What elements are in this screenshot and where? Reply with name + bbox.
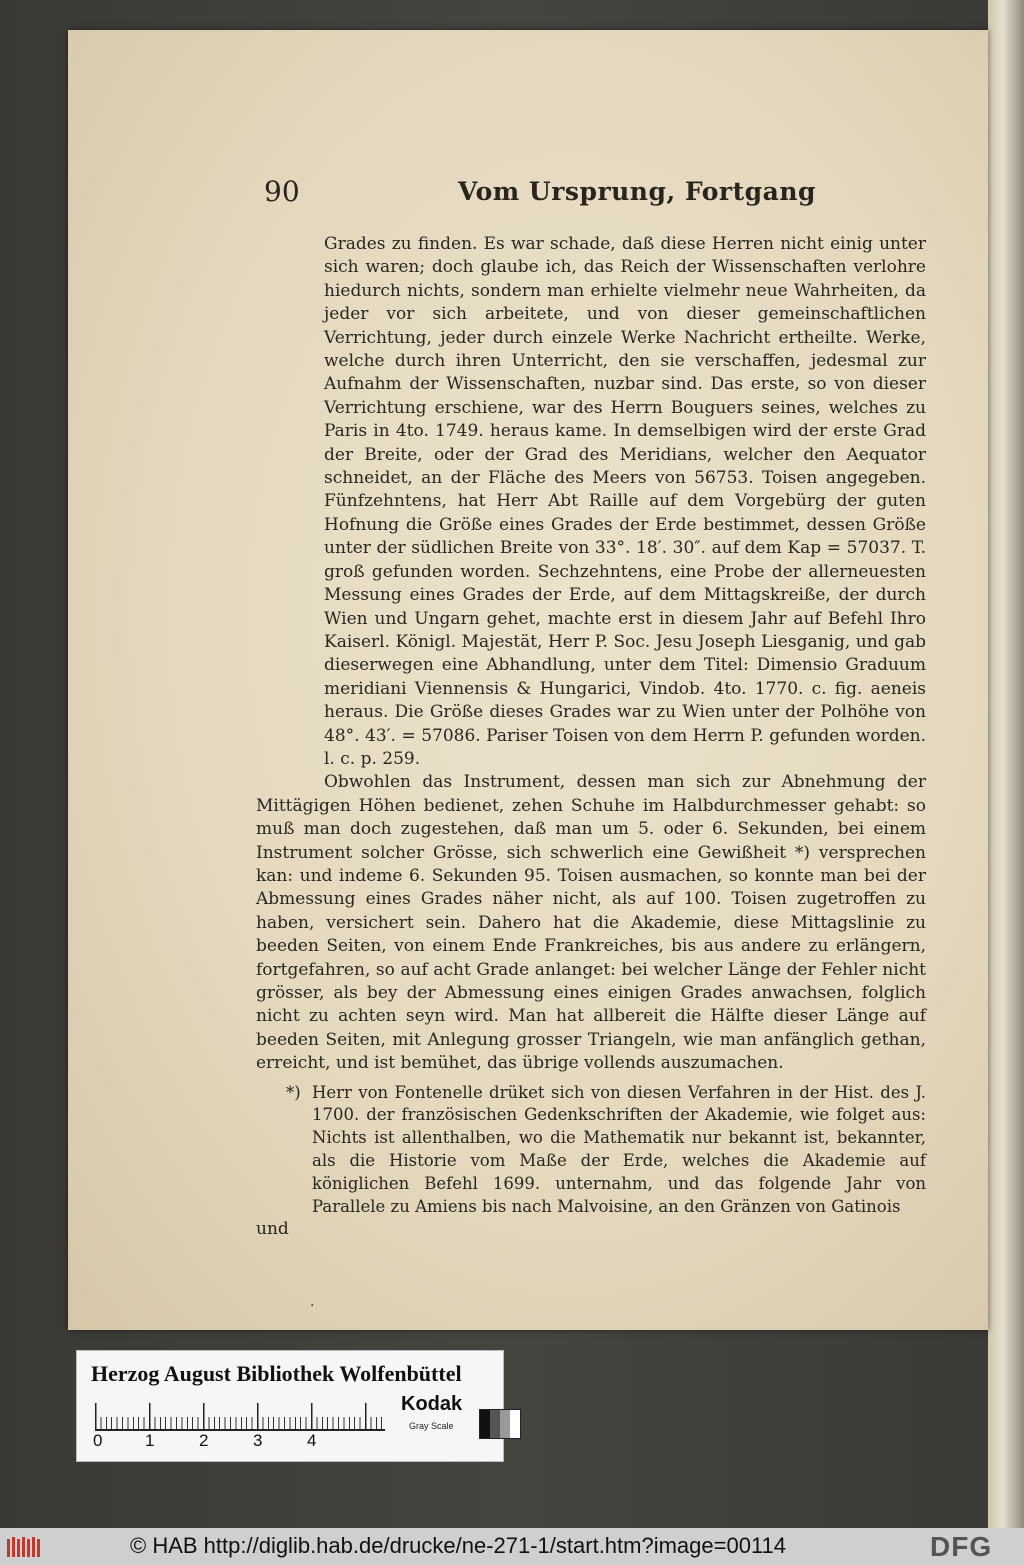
book-page <box>68 30 988 1330</box>
dfg-logo: DFG <box>930 1531 993 1562</box>
page-header <box>68 175 988 215</box>
ruler-number: 0 <box>93 1431 103 1450</box>
copyright-link[interactable]: © HAB http://diglib.hab.de/drucke/ne-271-1/start.htm?image=00114 <box>130 1533 787 1558</box>
ruler-number: 4 <box>307 1431 317 1450</box>
paragraph-1: Grades zu finden. Es war schade, daß diese Herren nicht einig unter sich waren; doch glaube ich, das Reich der Wissenschaften verlohre hiedurch nichts, sondern man erhielte vielmehr neue Wahrheiten, da jeder vor sich arbeitete, und von dieser gemeinschaftlichen Verrichtung, jeder durch einzele Werke Nachricht ertheilte. Werke, welche durch ihren Unterricht, den sie verschaffen, jedesmal zur Aufnahm der Wissenschaften, nuzbar sind. Das erste, so von dieser Verrichtung erschiene, war des Herrn Bouguers seines, welches zu Paris in 4to. 1749. heraus kame. In demselbigen wird der erste Grad der Breite, oder der Grad des Meridians, welcher den Aequator schneidet, an der Fläche des Meers von 56753. Toisen angegeben. Fünfzehntens, hat Herr Abt Raille auf dem Vorgebürg der guten Hofnung die Größe eines Grades der Erde bestimmet, dessen Größe unter der südlichen Breite von 33°. 18′. 30″. auf dem Kap = 57037. T. groß gefunden worden. Sechzehntens, eine Probe der allerneuesten Messung eines Grades der Erde, auf dem Mittagskreiße, der durch Wien und Ungarn gehet, machte erst in diesem Jahr auf Befehl Ihro Kaiserl. Königl. Majestät, Herr P. Soc. Jesu Joseph Liesganig, und gab dieserwegen eine Abhandlung, unter dem Titel: Dimensio Graduum meridiani Viennensis & Hungarici, Vindob. 4to. 1770. c. fig. aeneis heraus. Die Größe dieses Grades war zu Wien unter der Polhöhe von 48°. 43′. = 57086. Pariser Toisen von dem Herrn P. gefunden worden. l. c. p. 259. <box>324 234 926 769</box>
gray-scale-label: Gray Scale <box>409 1421 454 1431</box>
paper-speck: · <box>310 1298 315 1314</box>
footnote <box>256 1082 926 1219</box>
measurement-ruler <box>95 1403 385 1431</box>
kodak-logo: Kodak <box>401 1393 463 1415</box>
ruler-number: 1 <box>145 1431 155 1450</box>
footer-bar <box>0 1528 1024 1565</box>
paragraph-2: Obwohlen das Instrument, dessen man sich zur Abnehmung der Mittägigen Höhen bedienet, zehen Schuhe im Halbdurchmesser gehabt: so muß man doch zugestehen, daß man um 5. oder 6. Sekunden, bei einem Instrument solcher Grösse, sich schwerlich eine Gewißheit *) versprechen kan: und indeme 6. Sekunden 95. Toisen ausmachen, so konnte man bei der Abmessung eines Grades näher nicht, als auf 100. Toisen zugetroffen zu haben, versichert sein. Dahero hat die Akademie, diese Mittagslinie zu beeden Seiten, von einem Ende Frankreiches, bis aus andere zu erlängern, fortgefahren, so auf acht Grade anlanget: bei welcher Länge der Fehler nicht grösser, als bey der Abmessung eines einigen Grades anwachsen, folglich nicht zu achten seyn wird. Man hat allbereit die Hälfte dieser Länge auf beeden Seiten, mit Anlegung grosser Triangeln, wie man anfänglich gethan, erreicht, und ist bemühet, das übrige vollends auszumachen. <box>256 772 926 1074</box>
page-number: 90 <box>264 175 300 208</box>
adjacent-page-edge <box>988 0 1024 1528</box>
hab-logo-icon <box>6 1535 44 1559</box>
library-name: Herzog August Bibliothek Wolfenbüttel <box>91 1361 462 1386</box>
scan-target-card <box>76 1350 504 1462</box>
main-text <box>256 233 926 1242</box>
running-head: Vom Ursprung, Fortgang <box>458 177 816 206</box>
catchword: und <box>256 1219 289 1240</box>
ruler-number: 3 <box>253 1431 263 1450</box>
footnote-marker: *) <box>286 1082 301 1102</box>
gray-scale-swatches <box>479 1409 521 1439</box>
footnote-text: Herr von Fontenelle drüket sich von diesen Verfahren in der Hist. des J. 1700. der französischen Gedenkschriften der Akademie, wie folget aus: Nichts ist allenthalben, wo die Mathematik nur bekannt ist, bekannter, als die Historie vom Maße der Erde, welches die Akademie auf königlichen Befehl 1699. unternahm, und das folgende Jahr von Parallele zu Amiens bis nach Malvoisine, an den Gränzen von Gatinois <box>312 1082 926 1216</box>
ruler-number: 2 <box>199 1431 209 1450</box>
